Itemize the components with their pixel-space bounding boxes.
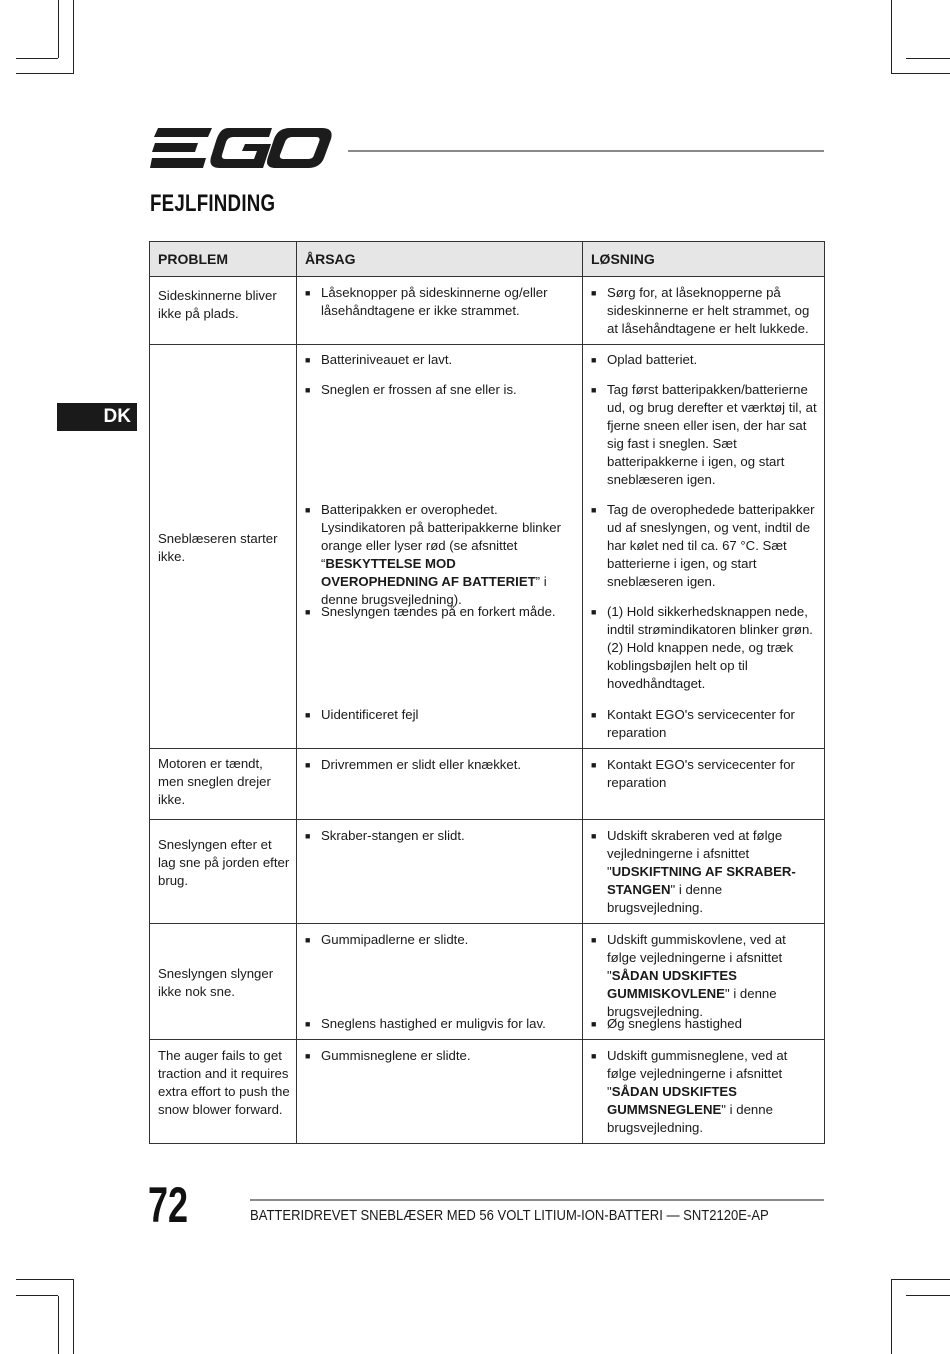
cause-item: ■ Sneglens hastighed er muligvis for lav.	[305, 1016, 546, 1031]
bullet-icon: ■	[591, 505, 597, 515]
bullet-icon: ■	[591, 935, 597, 945]
cause-cell	[297, 345, 583, 749]
solution-item: ■ Udskift gummisneglene, ved at følge vejledningerne i afsnittet "SÅDAN UDSKIFTES GUMMSNEGLENE" i denne brugsvejledning.	[591, 1048, 788, 1135]
bullet-icon: ■	[591, 710, 597, 720]
bullet-icon: ■	[305, 760, 311, 770]
bullet-icon: ■	[305, 831, 311, 841]
bullet-icon: ■	[305, 288, 311, 298]
solution-item: ■ Kontakt EGO's servicecenter for reparation	[591, 707, 795, 740]
bullet-icon: ■	[305, 1051, 311, 1061]
crop-mark	[16, 1295, 58, 1296]
bullet-icon: ■	[305, 1019, 311, 1029]
table-row	[150, 820, 825, 924]
crop-mark	[891, 1279, 892, 1354]
solution-item: ■ Udskift skraberen ved at følge vejledningerne i afsnittet "UDSKIFTNING AF SKRABER-STANGEN" i denne brugsvejledning.	[591, 828, 796, 915]
solution-item: ■ Sørg for, at låseknopperne på sideskinnerne er helt strammet, og at låsehåndtagene er helt lukkede.	[591, 285, 810, 336]
cause-cell	[297, 277, 583, 345]
crop-mark	[891, 1279, 950, 1280]
cause-item: ■ Uidentificeret fejl	[305, 706, 576, 742]
cause-cell	[297, 820, 583, 924]
header-solution: LØSNING	[583, 242, 825, 277]
bullet-icon: ■	[591, 355, 597, 365]
solution-cell	[583, 820, 825, 924]
problem-cell: Sideskinnerne bliver ikke på plads.	[150, 277, 297, 345]
header-problem: PROBLEM	[150, 242, 297, 277]
table-row	[150, 749, 825, 820]
header-cause: ÅRSAG	[297, 242, 583, 277]
cause-item: ■ Skraber-stangen er slidt.	[305, 828, 465, 843]
solution-item: ■ Oplad batteriet.	[591, 352, 698, 367]
bullet-icon: ■	[305, 505, 311, 515]
solution-cell	[583, 749, 825, 820]
cause-item: ■ Batteripakken er overophedet. Lysindikatoren på batteripakkerne blinker orange eller lyser rød (se afsnittet “BESKYTTELSE MOD OVEROPHEDNING AF BATTERIET” i denne brugsvejledning).	[305, 502, 561, 607]
crop-mark	[906, 58, 950, 59]
footer-rule	[250, 1199, 824, 1201]
crop-mark	[58, 1296, 59, 1354]
solution-cell	[583, 277, 825, 345]
problem-cell: The auger fails to get traction and it requires extra effort to push the snow blower forward.	[150, 1040, 297, 1144]
problem-cell: Motoren er tændt, men sneglen drejer ikke.	[150, 749, 297, 820]
solution-item: ■ (1) Hold sikkerhedsknappen nede, indtil strømindikatoren blinker grøn. (2) Hold knappen nede, og træk koblingsbøjlen helt op til hovedhåndtaget.	[591, 603, 818, 694]
crop-mark	[16, 1279, 74, 1280]
crop-mark	[58, 0, 59, 58]
header-rule	[348, 150, 824, 152]
cause-cell	[297, 1040, 583, 1144]
problem-cell: Sneslyngen efter et lag sne på jorden efter brug.	[150, 820, 297, 924]
bullet-icon: ■	[305, 355, 311, 365]
bullet-icon: ■	[305, 607, 311, 617]
bullet-icon: ■	[591, 1019, 597, 1029]
footer-title: BATTERIDREVET SNEBLÆSER MED 56 VOLT LITIUM-ION-BATTERI — SNT2120E-AP	[250, 1208, 769, 1224]
table-header-row	[150, 242, 825, 277]
page-title: FEJLFINDING	[150, 190, 276, 217]
bullet-icon: ■	[591, 760, 597, 770]
language-tab: DK	[57, 403, 137, 431]
page-number: 72	[148, 1177, 189, 1233]
table-row	[150, 924, 825, 1040]
solution-item: ■ Øg sneglens hastighed	[591, 1016, 742, 1031]
cause-cell	[297, 749, 583, 820]
crop-mark	[16, 73, 74, 74]
bullet-icon: ■	[591, 831, 597, 841]
crop-mark	[73, 0, 74, 74]
crop-mark	[16, 58, 58, 59]
bullet-icon: ■	[591, 607, 597, 617]
troubleshooting-table	[149, 241, 825, 1144]
cause-item: ■ Batteriniveauet er lavt.	[305, 352, 453, 367]
table-row	[150, 1040, 825, 1144]
bullet-icon: ■	[591, 385, 597, 395]
solution-cell	[583, 1040, 825, 1144]
cause-item: ■ Låseknopper på sideskinnerne og/eller låsehåndtagene er ikke strammet.	[305, 285, 548, 318]
cause-item: ■ Sneglen er frossen af sne eller is.	[305, 381, 576, 489]
bullet-icon: ■	[591, 1051, 597, 1061]
solution-cell	[583, 345, 825, 749]
crop-mark	[906, 1295, 950, 1296]
solution-item: ■ Tag de overophedede batteripakker ud af sneslyngen, og vent, indtil de har kølet ned til ca. 67 °C. Sæt batterierne i igen, og start sneblæseren igen.	[591, 502, 815, 589]
table-row	[150, 277, 825, 345]
cause-item: ■ Sneslyngen tændes på en forkert måde.	[305, 603, 576, 694]
solution-item: ■ Kontakt EGO's servicecenter for reparation	[591, 757, 795, 790]
solution-cell	[583, 924, 825, 1040]
bullet-icon: ■	[305, 935, 311, 945]
bullet-icon: ■	[305, 385, 311, 395]
ego-logo	[150, 128, 332, 172]
crop-mark	[73, 1279, 74, 1354]
cause-item: ■ Gummisneglene er slidte.	[305, 1048, 471, 1063]
bullet-icon: ■	[591, 288, 597, 298]
bullet-icon: ■	[305, 710, 311, 720]
problem-cell: Sneblæseren starter ikke.	[150, 345, 297, 749]
cause-item: ■ Drivremmen er slidt eller knækket.	[305, 757, 522, 772]
crop-mark	[891, 73, 950, 74]
solution-item: ■ Tag først batteripakken/batterierne ud, og brug derefter et værktøj til, at fjerne sneen eller isen, der har sat sig fast i sneglen. Sæt batteripakkerne i igen, og start sneblæseren igen.	[591, 382, 817, 487]
table-row	[150, 345, 825, 749]
cause-item: ■ Gummipadlerne er slidte.	[305, 931, 576, 1003]
solution-item: ■ Udskift gummiskovlene, ved at følge vejledningerne i afsnittet "SÅDAN UDSKIFTES GUMMISKOVLENE" i denne brugsvejledning.	[591, 932, 786, 1019]
cause-cell	[297, 924, 583, 1040]
problem-cell: Sneslyngen slynger ikke nok sne.	[150, 924, 297, 1040]
crop-mark	[891, 0, 892, 74]
